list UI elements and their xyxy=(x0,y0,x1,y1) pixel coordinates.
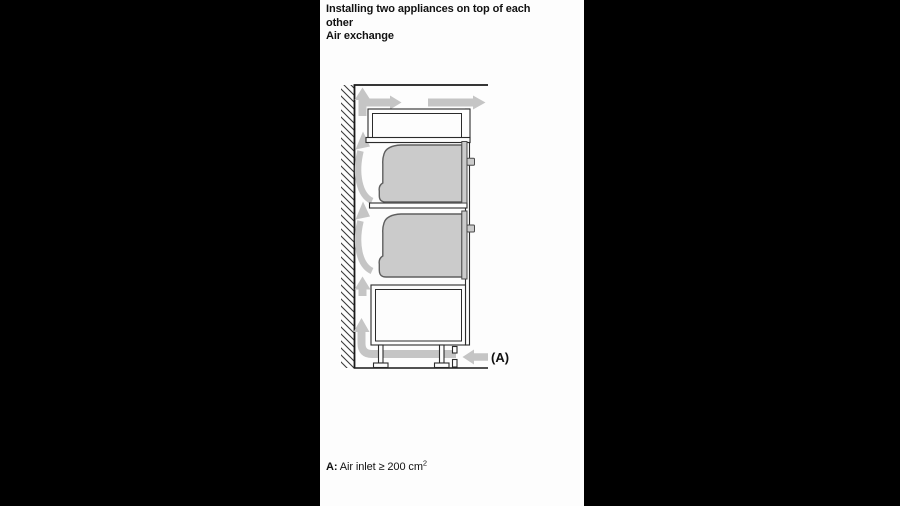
shelf-top xyxy=(366,138,470,143)
shelf-middle xyxy=(370,203,468,208)
oven-bottom-front-panel xyxy=(462,211,467,279)
bottom-compartment xyxy=(371,285,466,345)
caption-text: Air inlet ≥ 200 cm xyxy=(339,461,423,473)
cabinet-foot-left xyxy=(374,363,389,368)
oven-top-body xyxy=(379,145,462,202)
airflow-long-right-arrow-head xyxy=(473,96,486,110)
airflow-curve-top-oven-shaft xyxy=(358,151,372,201)
page-title xyxy=(326,3,568,44)
oven-top-knob xyxy=(467,158,475,165)
air-inlet-arrow-head xyxy=(463,350,475,365)
airflow-right-arrow-head xyxy=(390,96,402,110)
appliances xyxy=(379,142,474,280)
plinth-vent-upper xyxy=(453,347,458,354)
manual-page xyxy=(320,0,584,506)
title-line-1: Installing two appliances on top of each xyxy=(326,3,531,15)
oven-top-front-panel xyxy=(462,142,467,204)
cabinet-foot-right xyxy=(435,363,450,368)
title-line-2: other xyxy=(326,16,354,29)
installation-diagram xyxy=(330,75,584,385)
oven-bottom-body xyxy=(379,214,462,277)
caption-key: A: xyxy=(326,461,338,473)
cabinet-leg-right xyxy=(440,345,445,363)
caption-superscript: 2 xyxy=(422,458,427,468)
airflow-curve-bottom-oven-head xyxy=(356,202,371,220)
title-line-3: Air exchange xyxy=(326,30,394,42)
airflow-up-arrow-mid-head xyxy=(355,277,371,290)
air-inlet-label: (A) xyxy=(491,350,510,365)
wall-hatching xyxy=(341,85,355,368)
airflow-curve-bottom-oven-shaft xyxy=(358,221,372,271)
airflow-floor-arrow-head xyxy=(354,318,370,332)
airflow-up-arrow-top-head xyxy=(355,88,371,101)
figure-caption xyxy=(326,458,427,473)
cabinet-leg-left xyxy=(379,345,384,363)
plinth-vent-lower xyxy=(453,360,458,368)
oven-bottom-knob xyxy=(467,225,475,232)
